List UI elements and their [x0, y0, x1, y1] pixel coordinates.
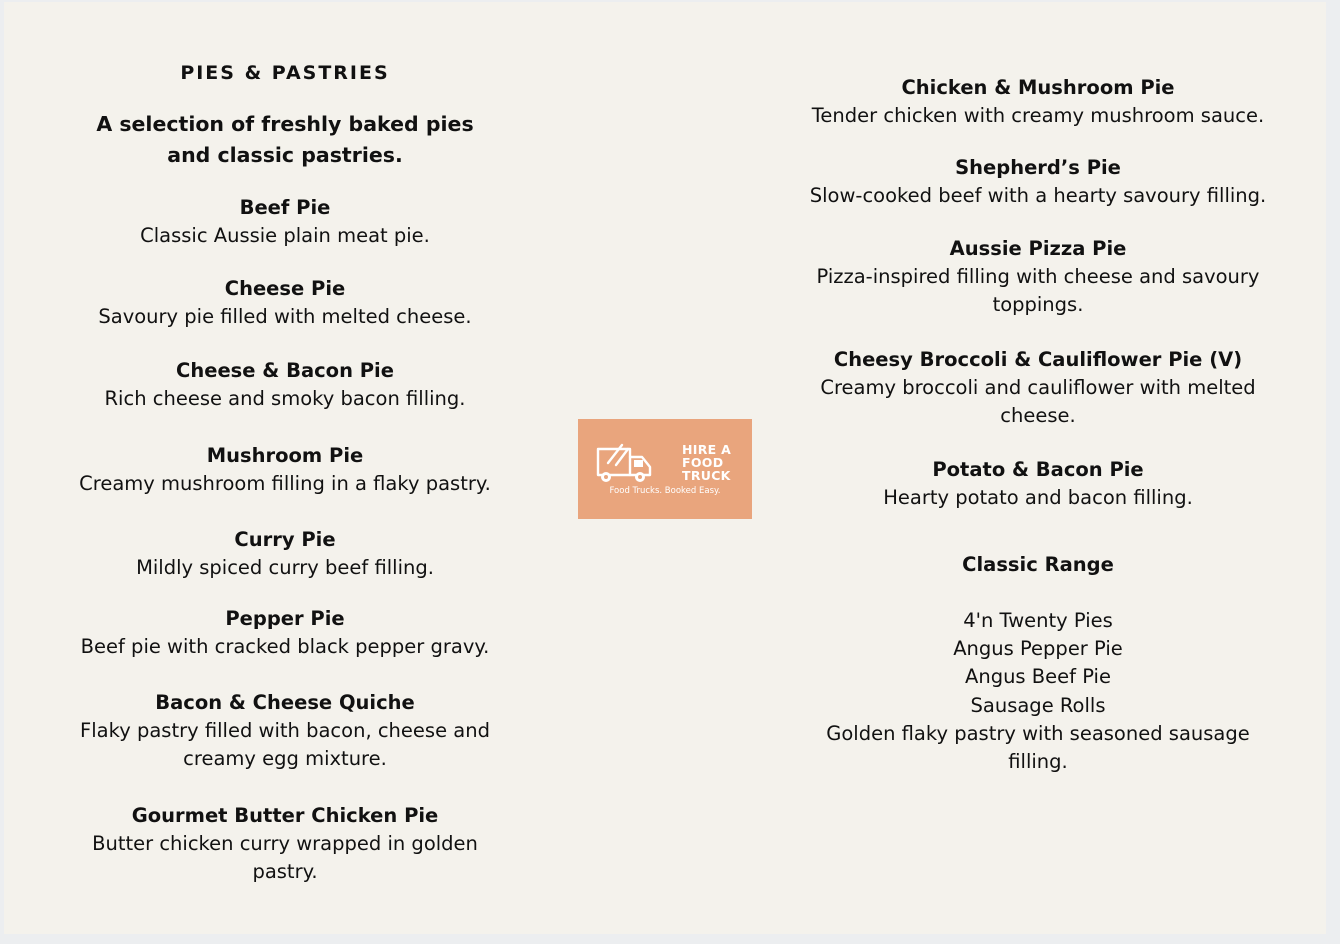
list-item: 4'n Twenty Pies [963, 609, 1113, 632]
item-name: Mushroom Pie [206, 444, 364, 467]
item-name: Cheese Pie [224, 277, 346, 300]
item-name: Chicken & Mushroom Pie [901, 76, 1175, 99]
list-item: Angus Beef Pie [965, 665, 1111, 689]
menu-item-pepper-pie [64, 605, 506, 661]
item-name: Aussie Pizza Pie [949, 237, 1127, 260]
item-description: Pizza-inspired filling with cheese and savoury toppings. [816, 265, 1260, 316]
menu-item-cheese-bacon-pie [64, 357, 506, 413]
item-description: Rich cheese and smoky bacon filling. [104, 387, 466, 410]
item-description: Hearty potato and bacon filling. [883, 486, 1193, 509]
menu-item-broccoli-cauliflower-pie [804, 346, 1272, 430]
item-description: Slow-cooked beef with a hearty savoury filling. [809, 184, 1267, 207]
section-subtitle: A selection of freshly baked pies and classic pastries. [96, 112, 474, 167]
logo-tagline: Food Trucks. Booked Easy. [609, 486, 721, 496]
menu-item-aussie-pizza-pie [804, 235, 1272, 319]
list-item: Golden flaky pastry with seasoned sausage filling. [826, 721, 1250, 774]
hire-a-food-truck-logo [578, 419, 752, 519]
item-description: Mildly spiced curry beef filling. [136, 556, 434, 579]
item-name: Potato & Bacon Pie [932, 458, 1144, 481]
menu-item-curry-pie [64, 526, 506, 582]
list-item: Sausage Rolls [970, 693, 1106, 717]
logo-line-3: TRUCK [682, 468, 731, 483]
item-name: Pepper Pie [225, 607, 345, 630]
menu-item-potato-bacon-pie [804, 456, 1272, 512]
item-description: Beef pie with cracked black pepper gravy. [80, 635, 490, 658]
menu-item-cheese-pie [64, 275, 506, 331]
classic-range-list [804, 607, 1272, 776]
item-name: Cheese & Bacon Pie [176, 359, 394, 382]
item-name: Cheesy Broccoli & Cauliflower Pie (V) [833, 348, 1243, 371]
item-name: Curry Pie [234, 528, 336, 551]
item-description: Savoury pie filled with melted cheese. [98, 305, 472, 328]
menu-item-shepherds-pie [804, 154, 1272, 210]
logo-line-2: FOOD [682, 455, 724, 470]
item-name: Gourmet Butter Chicken Pie [131, 804, 439, 827]
menu-item-quiche [64, 689, 506, 773]
menu-item-beef-pie [64, 194, 506, 250]
logo-line-1: HIRE A [682, 442, 732, 457]
item-description: Creamy mushroom filling in a flaky pastry. [79, 472, 491, 495]
item-description: Creamy broccoli and cauliflower with melted cheese. [820, 376, 1256, 427]
section-title: PIES & PASTRIES [180, 62, 390, 84]
item-name: Bacon & Cheese Quiche [155, 691, 415, 714]
menu-item-mushroom-pie [64, 442, 506, 498]
menu-page [4, 2, 1326, 934]
item-description: Butter chicken curry wrapped in golden pastry. [92, 832, 478, 883]
list-item: Angus Pepper Pie [953, 637, 1123, 661]
item-description: Classic Aussie plain meat pie. [140, 224, 430, 247]
item-description: Tender chicken with creamy mushroom sauce. [811, 104, 1265, 127]
item-description: Flaky pastry filled with bacon, cheese and creamy egg mixture. [80, 719, 490, 770]
item-name: Shepherd’s Pie [955, 156, 1121, 179]
classic-range-title: Classic Range [962, 553, 1114, 576]
logo-wordmark [682, 443, 731, 482]
item-name: Beef Pie [239, 196, 331, 219]
menu-item-chicken-mushroom-pie [804, 74, 1272, 130]
menu-item-butter-chicken-pie [64, 802, 506, 886]
